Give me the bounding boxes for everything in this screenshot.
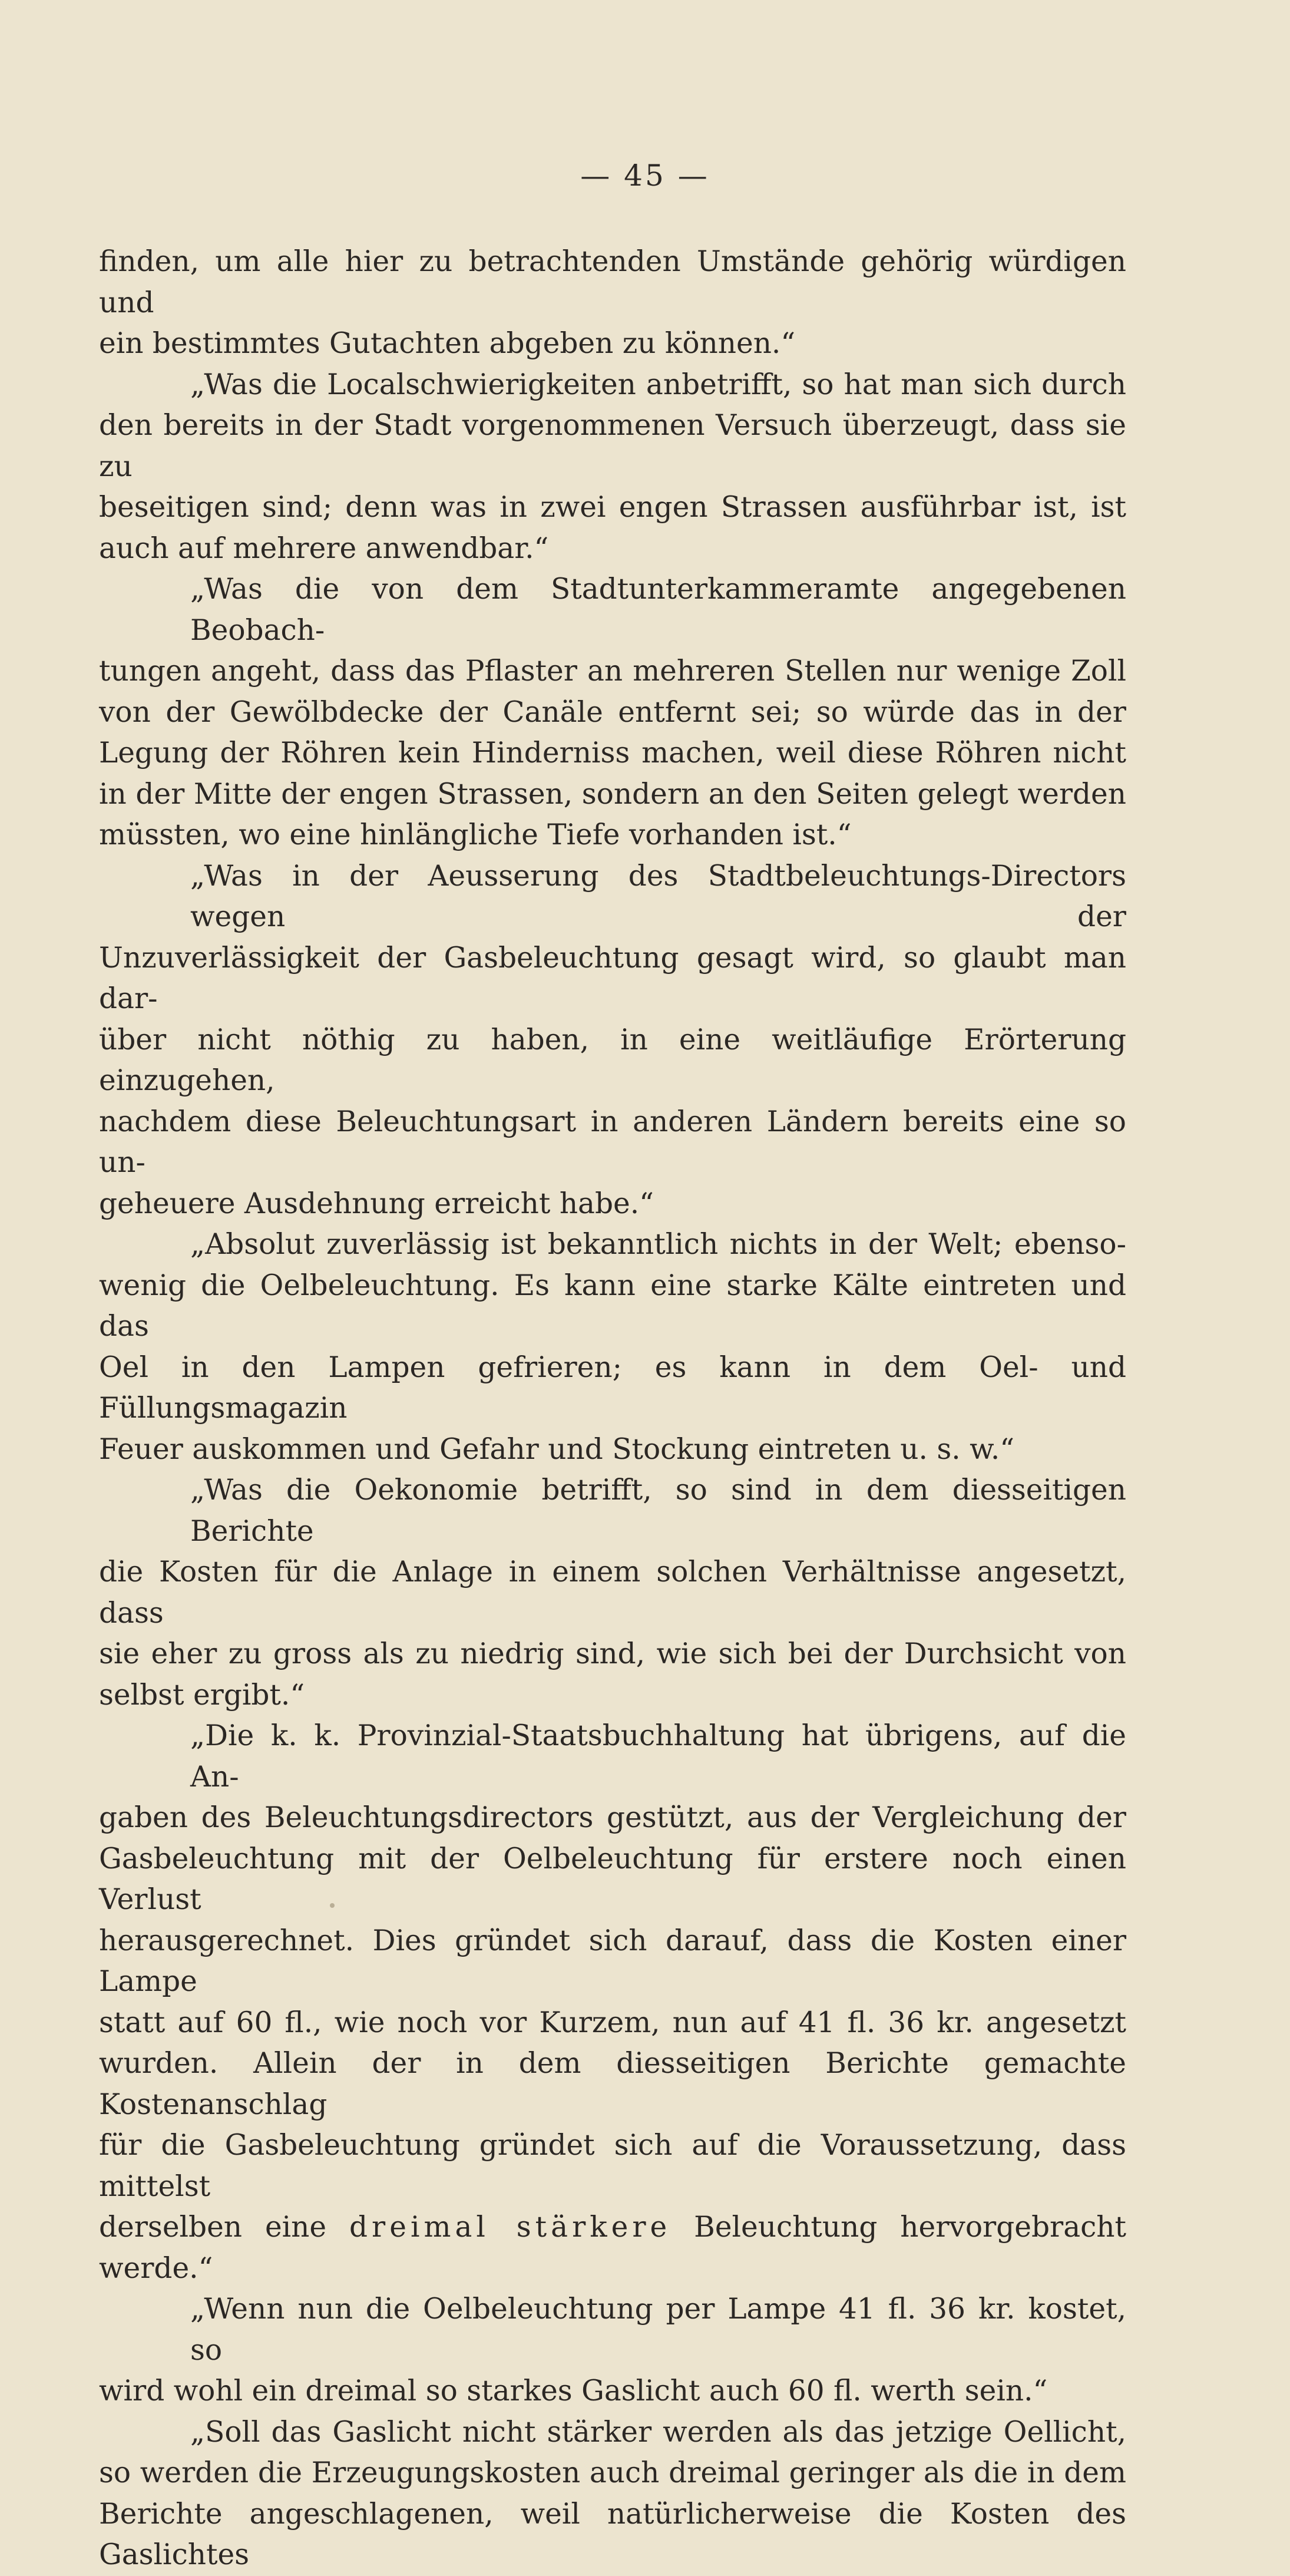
text-line: „Was die Oekonomie betrifft, so sind in dem diesseitigen Berichte (190, 1474, 1126, 1548)
page-number: — 45 — (580, 158, 710, 193)
paragraph (99, 1224, 1126, 1470)
text-line: Unzuverlässigkeit der Gasbeleuchtung gesagt wird, so glaubt man dar- (99, 941, 1126, 1015)
text-line: Legung der Röhren kein Hinderniss machen, weil diese Röhren nicht (99, 737, 1126, 770)
paragraph (99, 569, 1126, 856)
text-line: so werden die Erzeugungskosten auch dreimal geringer als die in dem (99, 2456, 1126, 2489)
text-line: über nicht nöthig zu haben, in eine weitläufige Erörterung einzugehen, (99, 1023, 1126, 1097)
text-line: tungen angeht, dass das Pflaster an mehreren Stellen nur wenige Zoll (99, 655, 1126, 688)
text-line: selbst ergibt.“ (99, 1678, 305, 1712)
text-line: statt auf 60 fl., wie noch vor Kurzem, nun auf 41 fl. 36 kr. angesetzt (99, 2006, 1126, 2039)
text-line: „Wenn nun die Oelbeleuchtung per Lampe 41 fl. 36 kr. kostet, so (190, 2293, 1126, 2367)
text-line: „Die k. k. Provinzial-Staatsbuchhaltung hat übrigens, auf die An- (190, 1719, 1126, 1794)
text-line: von der Gewölbdecke der Canäle entfernt sei; so würde das in der (99, 695, 1126, 729)
paragraph (99, 1716, 1126, 2289)
text-line: finden, um alle hier zu betrachtenden Umstände gehörig würdigen und (99, 245, 1126, 319)
paragraph (99, 1470, 1126, 1716)
text-line: Gasbeleuchtung mit der Oelbeleuchtung für erstere noch einen Verlust (99, 1842, 1126, 1916)
text-line: „Soll das Gaslicht nicht stärker werden als das jetzige Oellicht, (190, 2415, 1126, 2449)
text-line: Oel in den Lampen gefrieren; es kann in dem Oel- und Füllungsmagazin (99, 1350, 1126, 1425)
text-line (99, 2207, 1126, 2289)
text-line: Berichte angeschlagenen, weil natürlicherweise die Kosten des Gaslichtes (99, 2497, 1126, 2571)
text-line: wenig die Oelbeleuchtung. Es kann eine starke Kälte eintreten und das (99, 1269, 1126, 1343)
text-line: „Absolut zuverlässig ist bekanntlich nichts in der Welt; ebenso- (190, 1228, 1126, 1261)
body-text (99, 242, 1126, 2576)
text-line: in der Mitte der engen Strassen, sondern an den Seiten gelegt werden (99, 777, 1126, 811)
emphasized-text: dreimal stärkere (349, 2211, 672, 2244)
text-line: müssten, wo eine hinlängliche Tiefe vorhanden ist.“ (99, 818, 852, 851)
paragraph (99, 2289, 1126, 2412)
text-line: „Was in der Aeusserung des Stadtbeleuchtungs-Directors wegen der (190, 859, 1126, 933)
text-line: die Kosten für die Anlage in einem solchen Verhältnisse angesetzt, dass (99, 1555, 1126, 1630)
paragraph (99, 2412, 1126, 2576)
text-line: „Was die Localschwierigkeiten anbetrifft, so hat man sich durch (190, 368, 1126, 401)
text-run: Beleuchtung hervorgebracht werde.“ (99, 2211, 1126, 2285)
text-line: wird wohl ein dreimal so starkes Gaslicht auch 60 fl. werth sein.“ (99, 2374, 1048, 2407)
text-line: herausgerechnet. Dies gründet sich darauf, dass die Kosten einer Lampe (99, 1924, 1126, 1998)
text-line: auch auf mehrere anwendbar.“ (99, 531, 549, 565)
text-line: gaben des Beleuchtungsdirectors gestützt, aus der Vergleichung der (99, 1801, 1126, 1834)
paragraph (99, 242, 1126, 365)
text-run: derselben eine (99, 2211, 350, 2244)
text-line: wurden. Allein der in dem diesseitigen Berichte gemachte Kostenanschlag (99, 2047, 1126, 2121)
text-line: ein bestimmtes Gutachten abgeben zu können.“ (99, 327, 796, 360)
text-line: für die Gasbeleuchtung gründet sich auf die Voraussetzung, dass mittelst (99, 2129, 1126, 2203)
text-line: „Was die von dem Stadtunterkammeramte angegebenen Beobach- (190, 573, 1126, 647)
text-line: beseitigen sind; denn was in zwei engen Strassen ausführbar ist, ist (99, 491, 1126, 524)
text-line: nachdem diese Beleuchtungsart in anderen Ländern bereits eine so un- (99, 1105, 1126, 1179)
paragraph (99, 856, 1126, 1225)
paragraph (99, 365, 1126, 570)
text-line: Feuer auskommen und Gefahr und Stockung eintreten u. s. w.“ (99, 1432, 1015, 1466)
paper-speck (330, 1903, 335, 1908)
text-line: sie eher zu gross als zu niedrig sind, wie sich bei der Durchsicht von (99, 1637, 1126, 1670)
text-line: geheuere Ausdehnung erreicht habe.“ (99, 1187, 654, 1220)
text-line: den bereits in der Stadt vorgenommenen Versuch überzeugt, dass sie zu (99, 409, 1126, 483)
